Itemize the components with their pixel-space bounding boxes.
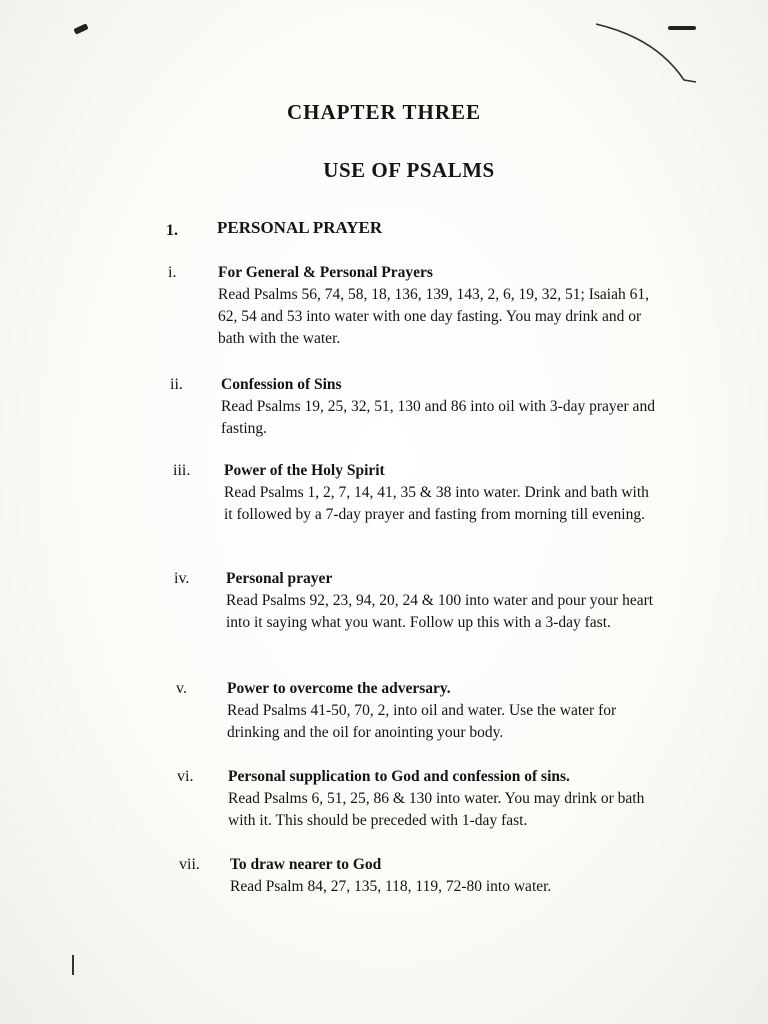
item-text: Read Psalm 84, 27, 135, 118, 119, 72-80 into water.: [230, 878, 552, 895]
item-heading: Power to overcome the adversary.: [227, 680, 451, 697]
item-numeral: ii.: [170, 376, 183, 393]
item-body: [221, 374, 661, 440]
item-body: [227, 678, 663, 744]
item-numeral: iv.: [174, 570, 190, 587]
item-text: Read Psalms 92, 23, 94, 20, 24 & 100 into water and pour your heart into it saying what you want. Follow up this with a 3-day fast.: [226, 592, 654, 631]
item-heading: To draw nearer to God: [230, 856, 382, 873]
section-title: PERSONAL PRAYER: [217, 218, 383, 237]
item-numeral: vii.: [179, 856, 200, 873]
item-text: Read Psalms 6, 51, 25, 86 & 130 into water. You may drink or bath with it. This should be preceded with 1-day fast.: [228, 790, 645, 829]
chapter-title: CHAPTER THREE: [286, 100, 482, 124]
item-body: [218, 262, 658, 350]
item-body: [224, 460, 660, 526]
item-numeral: vi.: [177, 768, 194, 785]
item-text: Read Psalms 19, 25, 32, 51, 130 and 86 into oil with 3-day prayer and fasting.: [221, 398, 655, 437]
item-heading: Personal prayer: [226, 570, 333, 587]
chapter-subtitle: USE OF PSALMS: [323, 158, 495, 182]
page-curl-mark: [596, 18, 706, 88]
item-heading: Power of the Holy Spirit: [224, 462, 385, 479]
scan-smudge: [72, 955, 74, 975]
item-body: [230, 854, 666, 898]
item-numeral: i.: [168, 264, 177, 281]
section-number: 1.: [166, 222, 178, 239]
item-text: Read Psalms 56, 74, 58, 18, 136, 139, 143, 2, 6, 19, 32, 51; Isaiah 61, 62, 54 and 53 into water with one day fasting. You may drink and or bath with the water.: [218, 286, 649, 347]
item-text: Read Psalms 41-50, 70, 2, into oil and water. Use the water for drinking and the oil for anointing your body.: [227, 702, 617, 741]
item-body: [228, 766, 664, 832]
item-text: Read Psalms 1, 2, 7, 14, 41, 35 & 38 into water. Drink and bath with it followed by a 7-day prayer and fasting from morning till evening.: [224, 484, 649, 523]
item-numeral: v.: [176, 680, 187, 697]
item-body: [226, 568, 662, 634]
scan-smudge: [73, 23, 88, 34]
item-numeral: iii.: [173, 462, 191, 479]
item-heading: Personal supplication to God and confession of sins.: [228, 768, 570, 785]
item-heading: Confession of Sins: [221, 376, 342, 393]
item-heading: For General & Personal Prayers: [218, 264, 433, 281]
